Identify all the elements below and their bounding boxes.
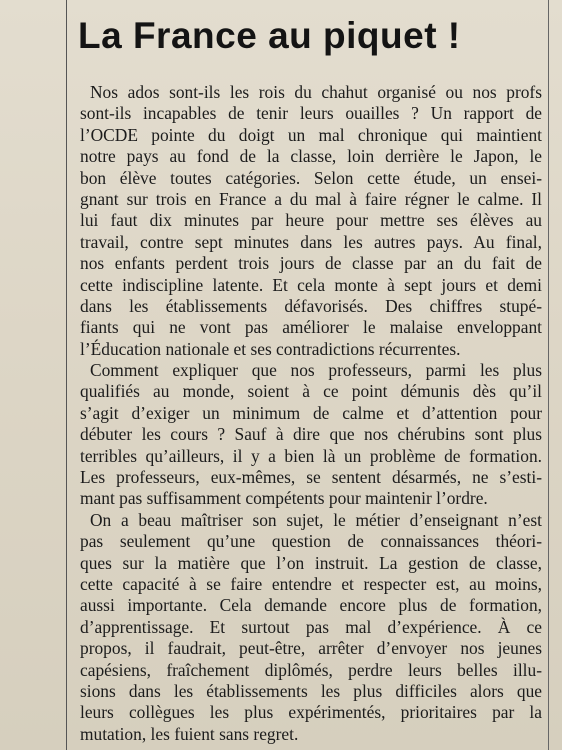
text-line: dans les établissements défavorisés. Des chiffres stupé- bbox=[80, 295, 542, 316]
text-line: leurs collègues les plus expérimentés, prioritaires par la bbox=[80, 702, 542, 723]
text-line: propos, il faudrait, peut-être, arrêter d’envoyer nos jeunes bbox=[80, 638, 542, 659]
text-line: sions dans les établissements les plus difficiles alors que bbox=[80, 680, 542, 701]
text-line: ques sur la matière que l’on instruit. La gestion de classe, bbox=[80, 552, 542, 573]
text-line: cette capacité à se faire entendre et respecter est, au moins, bbox=[80, 573, 542, 594]
paragraph-1 bbox=[80, 82, 542, 360]
text-line: On a beau maîtriser son sujet, le métier d’enseignant n’est bbox=[90, 509, 542, 530]
text-line: Nos ados sont-ils les rois du chahut organisé ou nos profs bbox=[90, 82, 542, 102]
paragraph-3 bbox=[80, 510, 542, 745]
text-line: pas seulement qu’une question de connaissances théori- bbox=[80, 531, 542, 552]
column-rule-left bbox=[66, 0, 67, 750]
text-line: qualifiés au monde, soient à ce point démunis dès qu’il bbox=[80, 381, 542, 402]
text-line: mutation, les fuient sans regret. bbox=[80, 723, 299, 744]
article-title: La France au piquet ! bbox=[78, 15, 461, 56]
text-line: d’apprentissage. Et surtout pas mal d’expérience. À ce bbox=[80, 616, 542, 637]
text-line: travail, contre sept minutes dans les autres pays. Au final, bbox=[80, 231, 542, 252]
text-line: notre pays au fond de la classe, loin derrière le Japon, le bbox=[80, 146, 542, 167]
text-line: gnant sur trois en France a du mal à faire régner le calme. Il bbox=[80, 188, 542, 209]
text-line: l’Éducation nationale et ses contradictions récurrentes. bbox=[80, 338, 461, 359]
text-line: aussi importante. Cela demande encore plus de formation, bbox=[80, 595, 542, 616]
text-line: terribles qu’ailleurs, il y a bien là un problème de formation. bbox=[80, 445, 542, 466]
text-line: s’agit d’exiger un minimum de calme et d’attention pour bbox=[80, 402, 542, 423]
text-line: débuter les cours ? Sauf à dire que nos chérubins sont plus bbox=[80, 424, 542, 445]
article-body bbox=[80, 82, 542, 745]
text-line: l’OCDE pointe du doigt un mal chronique qui maintient bbox=[80, 124, 542, 145]
text-line: Les professeurs, eux-mêmes, se sentent désarmés, ne s’esti- bbox=[80, 467, 542, 488]
text-line: capésiens, fraîchement diplômés, perdre leurs belles illu- bbox=[80, 659, 542, 680]
text-line: sont-ils incapables de tenir leurs ouailles ? Un rapport de bbox=[80, 103, 542, 124]
text-line: cette indiscipline latente. Et cela monte à sept jours et demi bbox=[80, 274, 542, 295]
column-rule-right bbox=[548, 0, 549, 750]
text-line: bon élève toutes catégories. Selon cette étude, un ensei- bbox=[80, 167, 542, 188]
text-line: fiants qui ne vont pas améliorer le malaise enveloppant bbox=[80, 317, 542, 338]
text-line: lui faut dix minutes par heure pour mettre ses élèves au bbox=[80, 210, 542, 231]
text-line: mant pas suffisamment compétents pour maintenir l’ordre. bbox=[80, 488, 488, 509]
paragraph-2 bbox=[80, 360, 542, 510]
text-line: nos enfants perdent trois jours de classe par an du fait de bbox=[80, 253, 542, 274]
text-line: Comment expliquer que nos professeurs, parmi les plus bbox=[90, 360, 542, 381]
